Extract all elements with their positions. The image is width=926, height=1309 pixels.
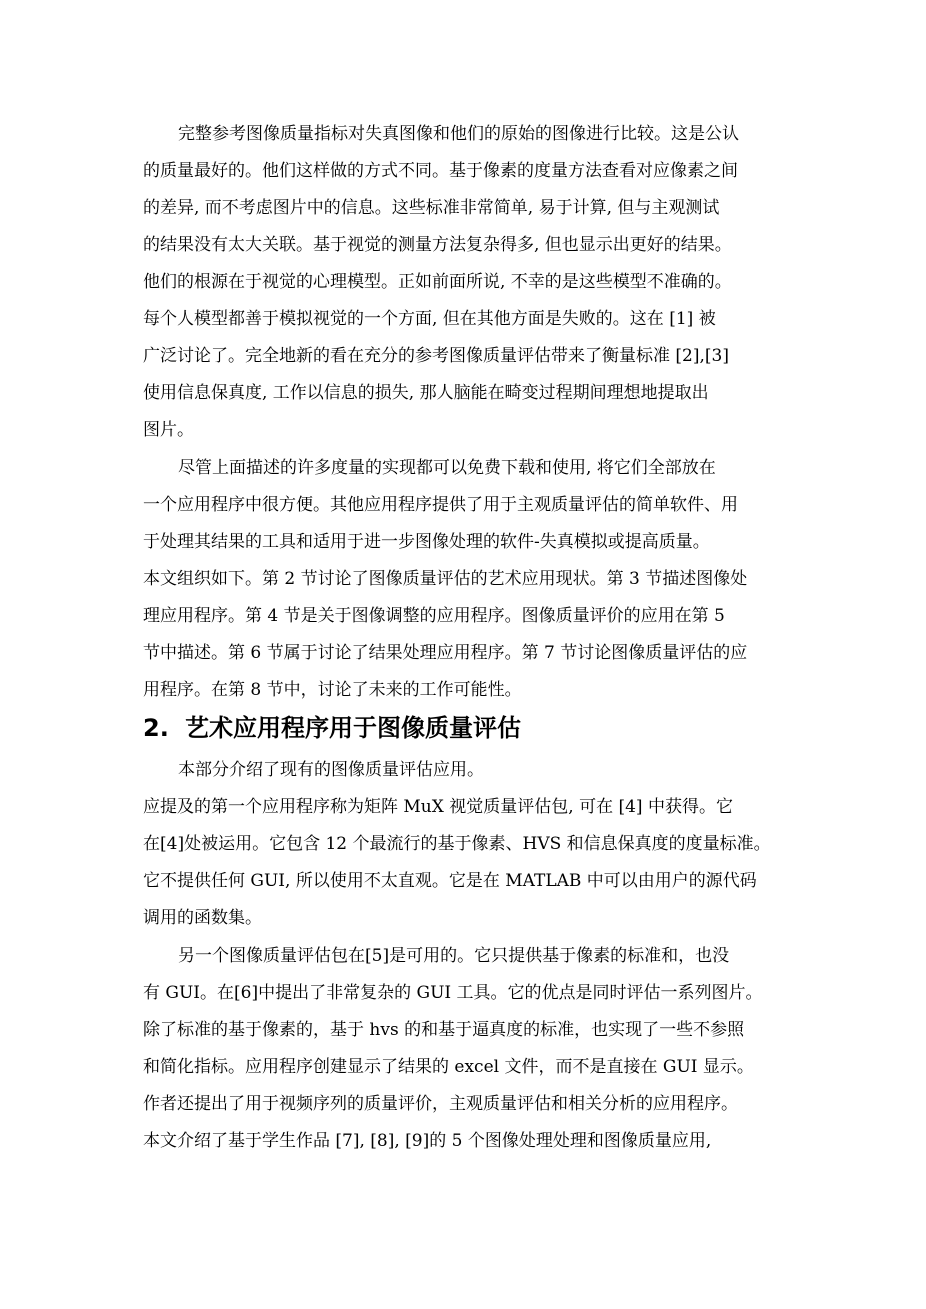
text-line: 用程序。在第 8 节中，讨论了未来的工作可能性。 bbox=[143, 680, 522, 700]
text-line: 一个应用程序中很方便。其他应用程序提供了用于主观质量评估的简单软件、用 bbox=[143, 495, 738, 515]
text-line: 应提及的第一个应用程序称为矩阵 MuX 视觉质量评估包, 可在 [4] 中获得。它 bbox=[143, 797, 733, 817]
text-line: 和简化指标。应用程序创建显示了结果的 excel 文件，而不是直接在 GUI 显示。 bbox=[143, 1057, 754, 1077]
text-line: 的结果没有太大关联。基于视觉的测量方法复杂得多, 但也显示出更好的结果。 bbox=[143, 235, 732, 255]
text-line: 本文组织如下。第 2 节讨论了图像质量评估的艺术应用现状。第 3 节描述图像处 bbox=[143, 569, 748, 589]
section-number: 2. bbox=[143, 714, 169, 742]
text-line: 节中描述。第 6 节属于讨论了结果处理应用程序。第 7 节讨论图像质量评估的应 bbox=[143, 643, 748, 663]
text-line: 在[4]处被运用。它包含 12 个最流行的基于像素、HVS 和信息保真度的度量标准。 bbox=[143, 834, 771, 854]
text-line: 的差异, 而不考虑图片中的信息。这些标准非常简单, 易于计算, 但与主观测试 bbox=[143, 198, 720, 218]
text-line: 它不提供任何 GUI, 所以使用不太直观。它是在 MATLAB 中可以由用户的源代码 bbox=[143, 871, 757, 891]
text-line: 本部分介绍了现有的图像质量评估应用。 bbox=[178, 760, 484, 780]
text-line: 理应用程序。第 4 节是关于图像调整的应用程序。图像质量评价的应用在第 5 bbox=[143, 606, 725, 626]
text-line: 广泛讨论了。完全地新的看在充分的参考图像质量评估带来了衡量标准 [2],[3] bbox=[143, 346, 729, 366]
section-title: 艺术应用程序用于图像质量评估 bbox=[185, 714, 521, 742]
text-line: 作者还提出了用于视频序列的质量评价，主观质量评估和相关分析的应用程序。 bbox=[143, 1094, 738, 1114]
text-line: 本文介绍了基于学生作品 [7], [8], [9]的 5 个图像处理处理和图像质量应用, bbox=[143, 1131, 712, 1151]
text-line: 的质量最好的。他们这样做的方式不同。基于像素的度量方法查看对应像素之间 bbox=[143, 161, 738, 181]
text-line: 每个人模型都善于模拟视觉的一个方面, 但在其他方面是失败的。这在 [1] 被 bbox=[143, 309, 716, 329]
section-heading bbox=[143, 713, 521, 743]
text-line: 于处理其结果的工具和适用于进一步图像处理的软件-失真模拟或提高质量。 bbox=[143, 532, 710, 552]
text-line: 有 GUI。在[6]中提出了非常复杂的 GUI 工具。它的优点是同时评估一系列图片。 bbox=[143, 983, 763, 1003]
text-line: 完整参考图像质量指标对失真图像和他们的原始的图像进行比较。这是公认 bbox=[178, 124, 739, 144]
text-line: 另一个图像质量评估包在[5]是可用的。它只提供基于像素的标准和，也没 bbox=[178, 946, 730, 966]
text-line: 调用的函数集。 bbox=[143, 908, 262, 928]
text-line: 除了标准的基于像素的，基于 hvs 的和基于逼真度的标准，也实现了一些不参照 bbox=[143, 1020, 745, 1040]
text-line: 他们的根源在于视觉的心理模型。正如前面所说, 不幸的是这些模型不准确的。 bbox=[143, 272, 732, 292]
text-line: 使用信息保真度, 工作以信息的损失, 那人脑能在畸变过程期间理想地提取出 bbox=[143, 383, 709, 403]
text-line: 图片。 bbox=[143, 420, 194, 440]
text-line: 尽管上面描述的许多度量的实现都可以免费下载和使用, 将它们全部放在 bbox=[178, 458, 716, 478]
